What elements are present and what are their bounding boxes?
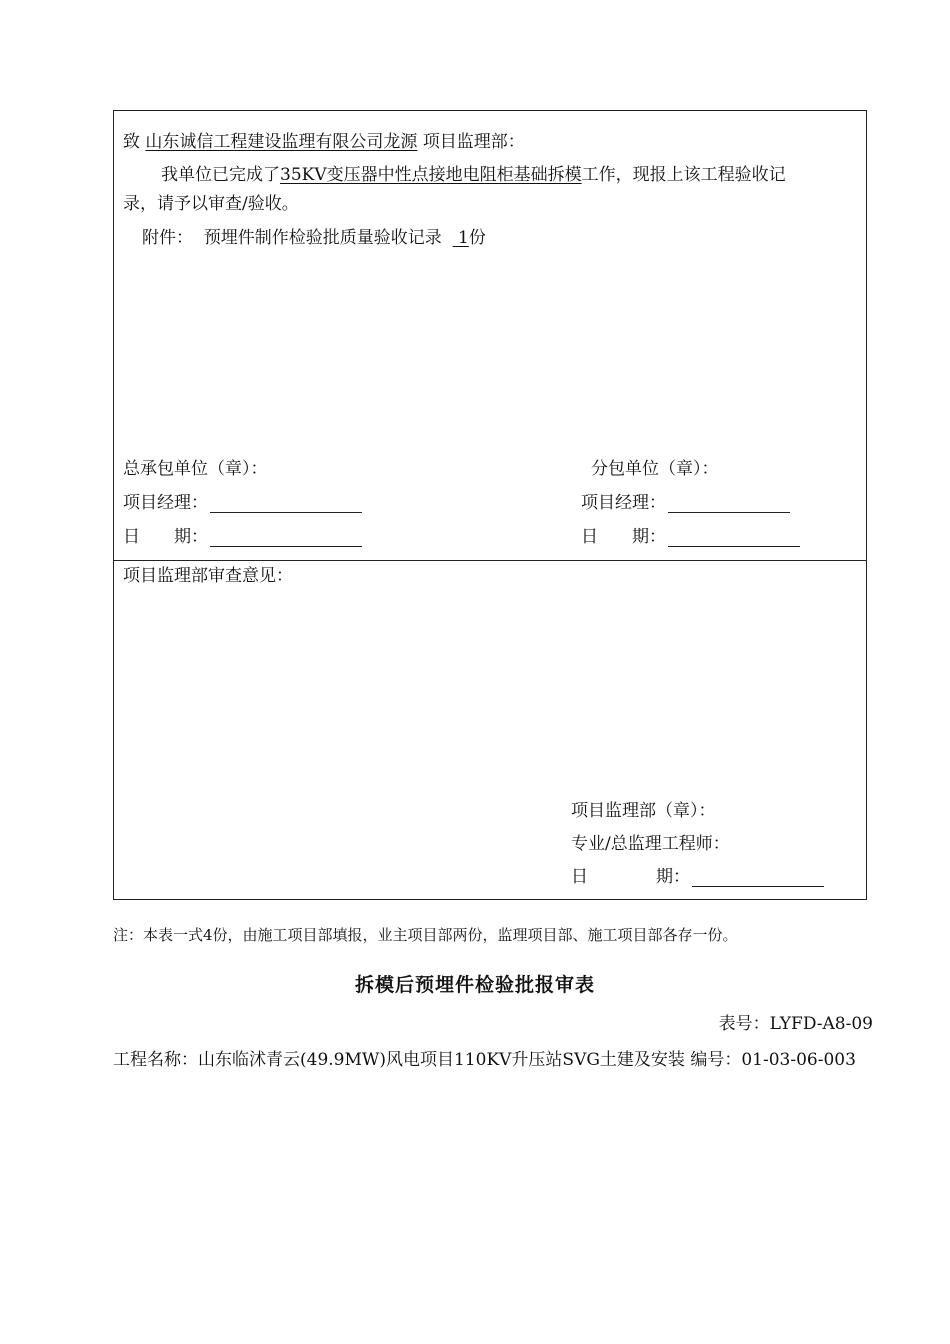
attachment-label: 附件： xyxy=(142,228,193,248)
project-name-line: 工程名称：山东临沭青云(49.9MW)风电项目110KV升压站SVG土建及安装 编号：01-03-06-003 xyxy=(113,1050,856,1070)
right-project-manager-blank[interactable] xyxy=(668,495,790,513)
body-suffix: 工作，现报上该工程验收记 xyxy=(581,165,786,185)
attachment-count: 1 xyxy=(458,228,469,248)
left-date-blank[interactable] xyxy=(210,529,362,547)
footnote: 注：本表一式4份，由施工项目部填报，业主项目部两份，监理项目部、施工项目部各存一份。 xyxy=(113,926,738,944)
addressee-prefix: 致 xyxy=(123,132,140,152)
general-contractor-seal: 总承包单位（章）： xyxy=(123,459,268,479)
body-prefix: 我单位已完成了 xyxy=(161,165,280,185)
right-date-blank[interactable] xyxy=(668,529,800,547)
review-opinion-label: 项目监理部审查意见： xyxy=(123,566,293,586)
supervision-date-row xyxy=(571,867,824,887)
form-number: 表号：LYFD-A8-09 xyxy=(718,1014,873,1034)
supervision-date-label: 日 期： xyxy=(571,867,690,887)
left-project-manager-blank[interactable] xyxy=(210,495,362,513)
left-project-manager-label: 项目经理： xyxy=(123,493,208,513)
supervision-date-blank[interactable] xyxy=(692,869,824,887)
addressee-line xyxy=(123,132,525,152)
left-date-row xyxy=(123,527,362,547)
body-line-1 xyxy=(161,165,786,185)
attachment-unit: 份 xyxy=(468,228,486,248)
body-work-item: 35KV变压器中性点接地电阻柜基础拆模 xyxy=(280,165,582,185)
form-title: 拆模后预埋件检验批报审表 xyxy=(354,974,595,996)
left-date-label: 日 期： xyxy=(123,527,208,547)
body-line-2: 录，请予以审查/验收。 xyxy=(123,194,299,214)
addressee-suffix: 项目监理部： xyxy=(422,132,525,152)
right-date-row xyxy=(581,527,800,547)
subcontractor-seal: 分包单位（章）： xyxy=(591,459,719,479)
addressee-company: 山东诚信工程建设监理有限公司龙源 xyxy=(145,132,418,152)
attachment-line xyxy=(142,228,486,248)
section-divider xyxy=(114,560,866,561)
right-project-manager-label: 项目经理： xyxy=(581,493,666,513)
approval-form-table xyxy=(113,110,867,900)
right-date-label: 日 期： xyxy=(581,527,666,547)
left-manager-row xyxy=(123,493,362,513)
attachment-name: 预埋件制作检验批质量验收记录 xyxy=(203,228,442,248)
chief-engineer-label: 专业/总监理工程师： xyxy=(571,834,730,854)
supervision-seal-label: 项目监理部（章）： xyxy=(571,801,716,821)
right-manager-row xyxy=(581,493,790,513)
